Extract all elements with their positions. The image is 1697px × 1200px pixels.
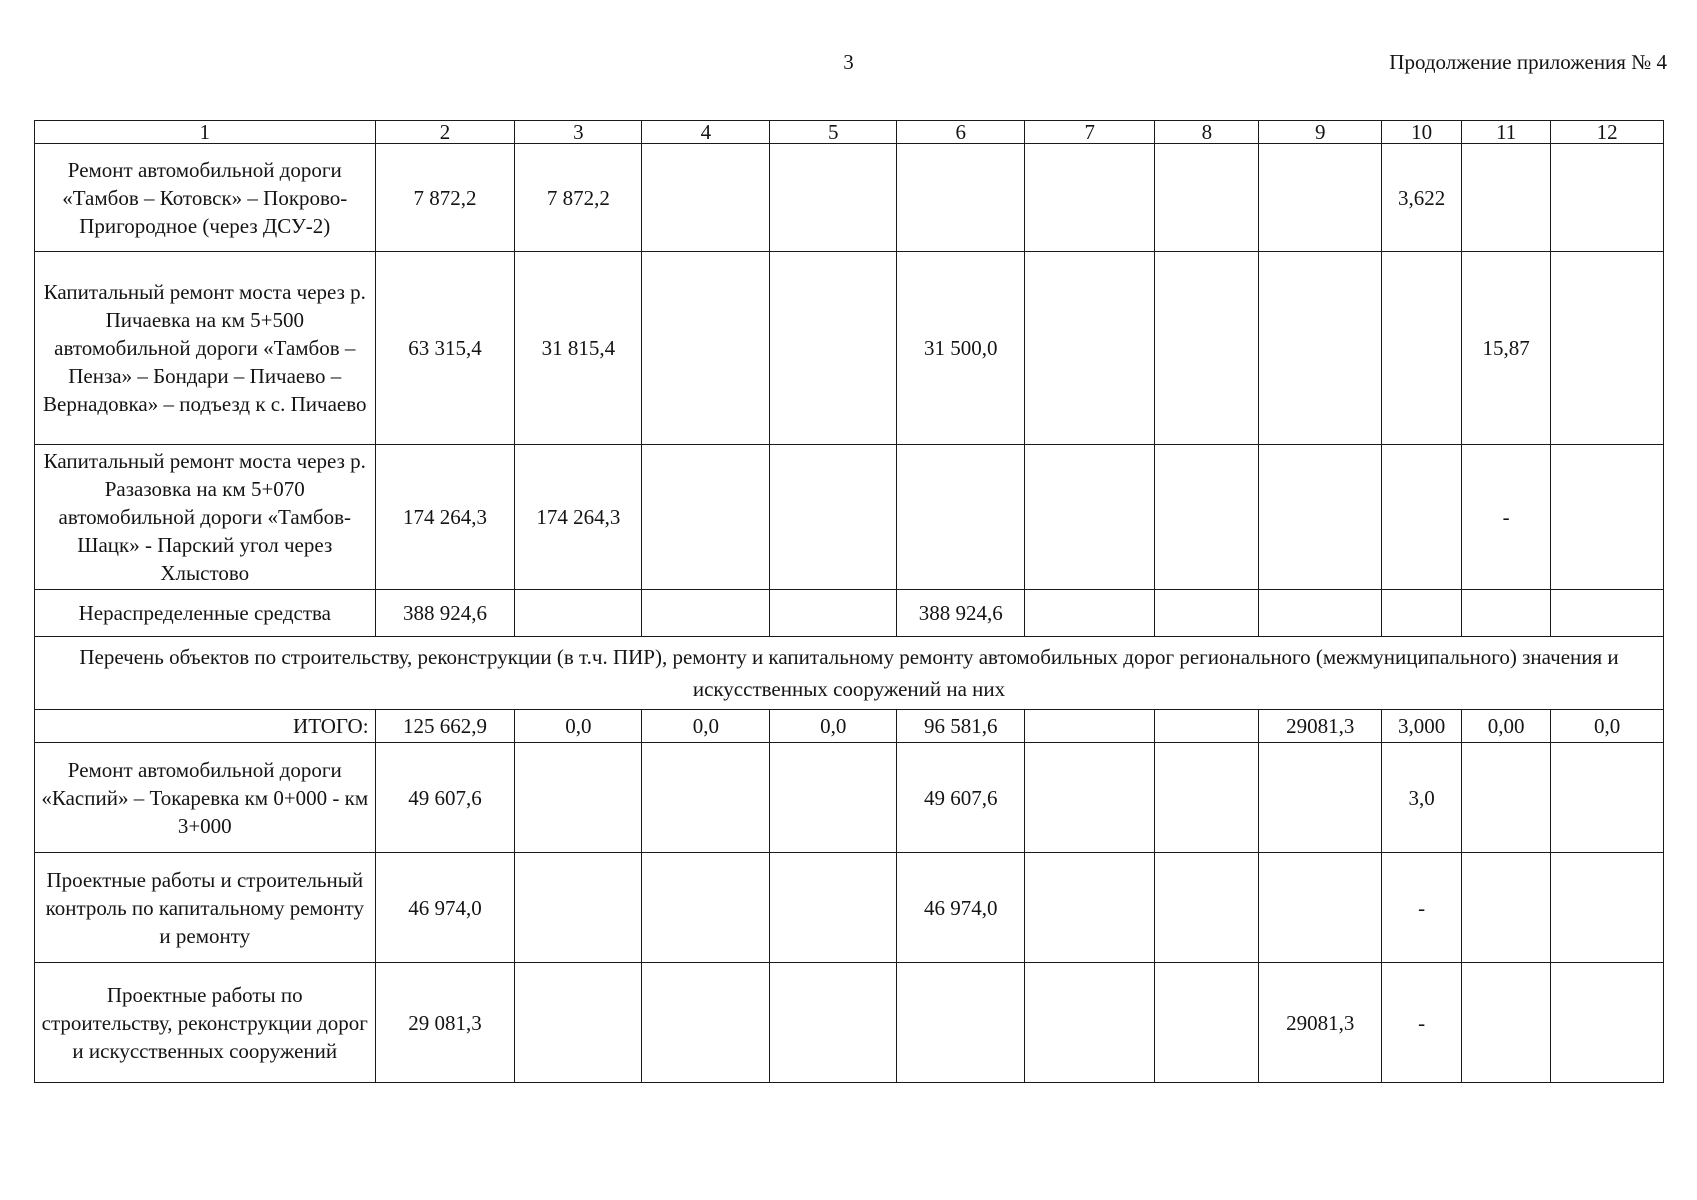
value-cell: 174 264,3 [375, 445, 515, 590]
column-number: 10 [1381, 121, 1461, 144]
table-row [35, 144, 1664, 252]
value-cell [642, 853, 770, 963]
value-cell [1155, 252, 1259, 445]
value-cell [1462, 963, 1551, 1083]
total-value [1025, 710, 1155, 743]
value-cell [770, 853, 897, 963]
value-cell: 49 607,6 [375, 743, 515, 853]
value-cell: 49 607,6 [897, 743, 1025, 853]
value-cell: 46 974,0 [897, 853, 1025, 963]
value-cell [1551, 252, 1664, 445]
table-row [35, 853, 1664, 963]
continuation-label: Продолжение приложения № 4 [1389, 50, 1667, 74]
value-cell: 15,87 [1462, 252, 1551, 445]
value-cell [1462, 743, 1551, 853]
value-cell: 29 081,3 [375, 963, 515, 1083]
total-value: 0,0 [1551, 710, 1664, 743]
table-row [35, 445, 1664, 590]
value-cell [1259, 445, 1382, 590]
value-cell [1259, 590, 1382, 637]
value-cell [1551, 445, 1664, 590]
total-label: ИТОГО: [35, 710, 376, 743]
value-cell [770, 743, 897, 853]
value-cell [1259, 853, 1382, 963]
value-cell: 29081,3 [1259, 963, 1382, 1083]
value-cell: 174 264,3 [515, 445, 642, 590]
value-cell [1462, 590, 1551, 637]
value-cell: 7 872,2 [515, 144, 642, 252]
table-row [35, 252, 1664, 445]
value-cell [1025, 743, 1155, 853]
total-row [35, 710, 1664, 743]
column-number: 2 [375, 121, 515, 144]
value-cell [1155, 144, 1259, 252]
value-cell [1551, 144, 1664, 252]
value-cell [642, 590, 770, 637]
value-cell: 31 815,4 [515, 252, 642, 445]
total-value: 96 581,6 [897, 710, 1025, 743]
column-number: 1 [35, 121, 376, 144]
table-row [35, 590, 1664, 637]
total-value: 0,00 [1462, 710, 1551, 743]
value-cell [897, 144, 1025, 252]
total-value: 0,0 [515, 710, 642, 743]
column-numbers-row [35, 121, 1664, 144]
value-cell: 46 974,0 [375, 853, 515, 963]
object-name-cell: Проектные работы и строительный контроль по капитальному ремонту и ремонту [35, 853, 376, 963]
value-cell [1381, 590, 1461, 637]
value-cell [1551, 590, 1664, 637]
value-cell [642, 963, 770, 1083]
value-cell: - [1462, 445, 1551, 590]
object-name-cell: Капитальный ремонт моста через р. Разазовка на км 5+070 автомобильной дороги «Тамбов-Шацк» - Парский угол через Хлыстово [35, 445, 376, 590]
value-cell [1025, 252, 1155, 445]
value-cell [1155, 590, 1259, 637]
value-cell [515, 743, 642, 853]
value-cell [642, 445, 770, 590]
value-cell: - [1381, 963, 1461, 1083]
object-name-cell: Ремонт автомобильной дороги «Каспий» – Токаревка км 0+000 - км 3+000 [35, 743, 376, 853]
value-cell: 3,0 [1381, 743, 1461, 853]
value-cell: 3,622 [1381, 144, 1461, 252]
value-cell [1259, 144, 1382, 252]
value-cell [515, 963, 642, 1083]
value-cell [515, 853, 642, 963]
total-value: 0,0 [770, 710, 897, 743]
value-cell [770, 963, 897, 1083]
column-number: 7 [1025, 121, 1155, 144]
column-number: 8 [1155, 121, 1259, 144]
section-title-row [35, 637, 1664, 710]
column-number: 4 [642, 121, 770, 144]
value-cell [1551, 743, 1664, 853]
value-cell [1259, 743, 1382, 853]
column-number: 12 [1551, 121, 1664, 144]
column-number: 5 [770, 121, 897, 144]
value-cell [897, 445, 1025, 590]
value-cell [770, 252, 897, 445]
value-cell [1025, 853, 1155, 963]
value-cell [1155, 853, 1259, 963]
value-cell: 63 315,4 [375, 252, 515, 445]
value-cell: 388 924,6 [375, 590, 515, 637]
value-cell [897, 963, 1025, 1083]
value-cell: - [1381, 853, 1461, 963]
value-cell: 31 500,0 [897, 252, 1025, 445]
column-number: 9 [1259, 121, 1382, 144]
value-cell [1381, 252, 1461, 445]
value-cell [1155, 963, 1259, 1083]
object-name-cell: Проектные работы по строительству, реконструкции дорог и искусственных сооружений [35, 963, 376, 1083]
column-number: 11 [1462, 121, 1551, 144]
total-value: 29081,3 [1259, 710, 1382, 743]
object-name-cell: Капитальный ремонт моста через р. Пичаевка на км 5+500 автомобильной дороги «Тамбов – Пенза» – Бондари – Пичаево – Вернадовка» – подъезд к с. Пичаево [35, 252, 376, 445]
value-cell [1551, 853, 1664, 963]
total-value: 125 662,9 [375, 710, 515, 743]
page-number: 3 [843, 50, 854, 74]
value-cell [770, 590, 897, 637]
value-cell [1025, 590, 1155, 637]
value-cell: 388 924,6 [897, 590, 1025, 637]
value-cell [1381, 445, 1461, 590]
column-number: 6 [897, 121, 1025, 144]
table-row [35, 743, 1664, 853]
value-cell [1025, 963, 1155, 1083]
value-cell [1259, 252, 1382, 445]
value-cell [1155, 743, 1259, 853]
budget-table [34, 120, 1664, 1083]
value-cell: 7 872,2 [375, 144, 515, 252]
total-value [1155, 710, 1259, 743]
value-cell [1551, 963, 1664, 1083]
table-row [35, 963, 1664, 1083]
value-cell [1462, 144, 1551, 252]
value-cell [770, 445, 897, 590]
value-cell [515, 590, 642, 637]
value-cell [770, 144, 897, 252]
value-cell [642, 144, 770, 252]
object-name-cell: Нераспределенные средства [35, 590, 376, 637]
value-cell [1462, 853, 1551, 963]
total-value: 3,000 [1381, 710, 1461, 743]
object-name-cell: Ремонт автомобильной дороги «Тамбов – Котовск» – Покрово-Пригородное (через ДСУ-2) [35, 144, 376, 252]
column-number: 3 [515, 121, 642, 144]
value-cell [1025, 445, 1155, 590]
value-cell [1155, 445, 1259, 590]
total-value: 0,0 [642, 710, 770, 743]
value-cell [642, 743, 770, 853]
section-title: Перечень объектов по строительству, реконструкции (в т.ч. ПИР), ремонту и капитальному ремонту автомобильных дорог регионального (межмуниципального) значения и искусственных сооружений на них [35, 637, 1664, 710]
value-cell [1025, 144, 1155, 252]
value-cell [642, 252, 770, 445]
